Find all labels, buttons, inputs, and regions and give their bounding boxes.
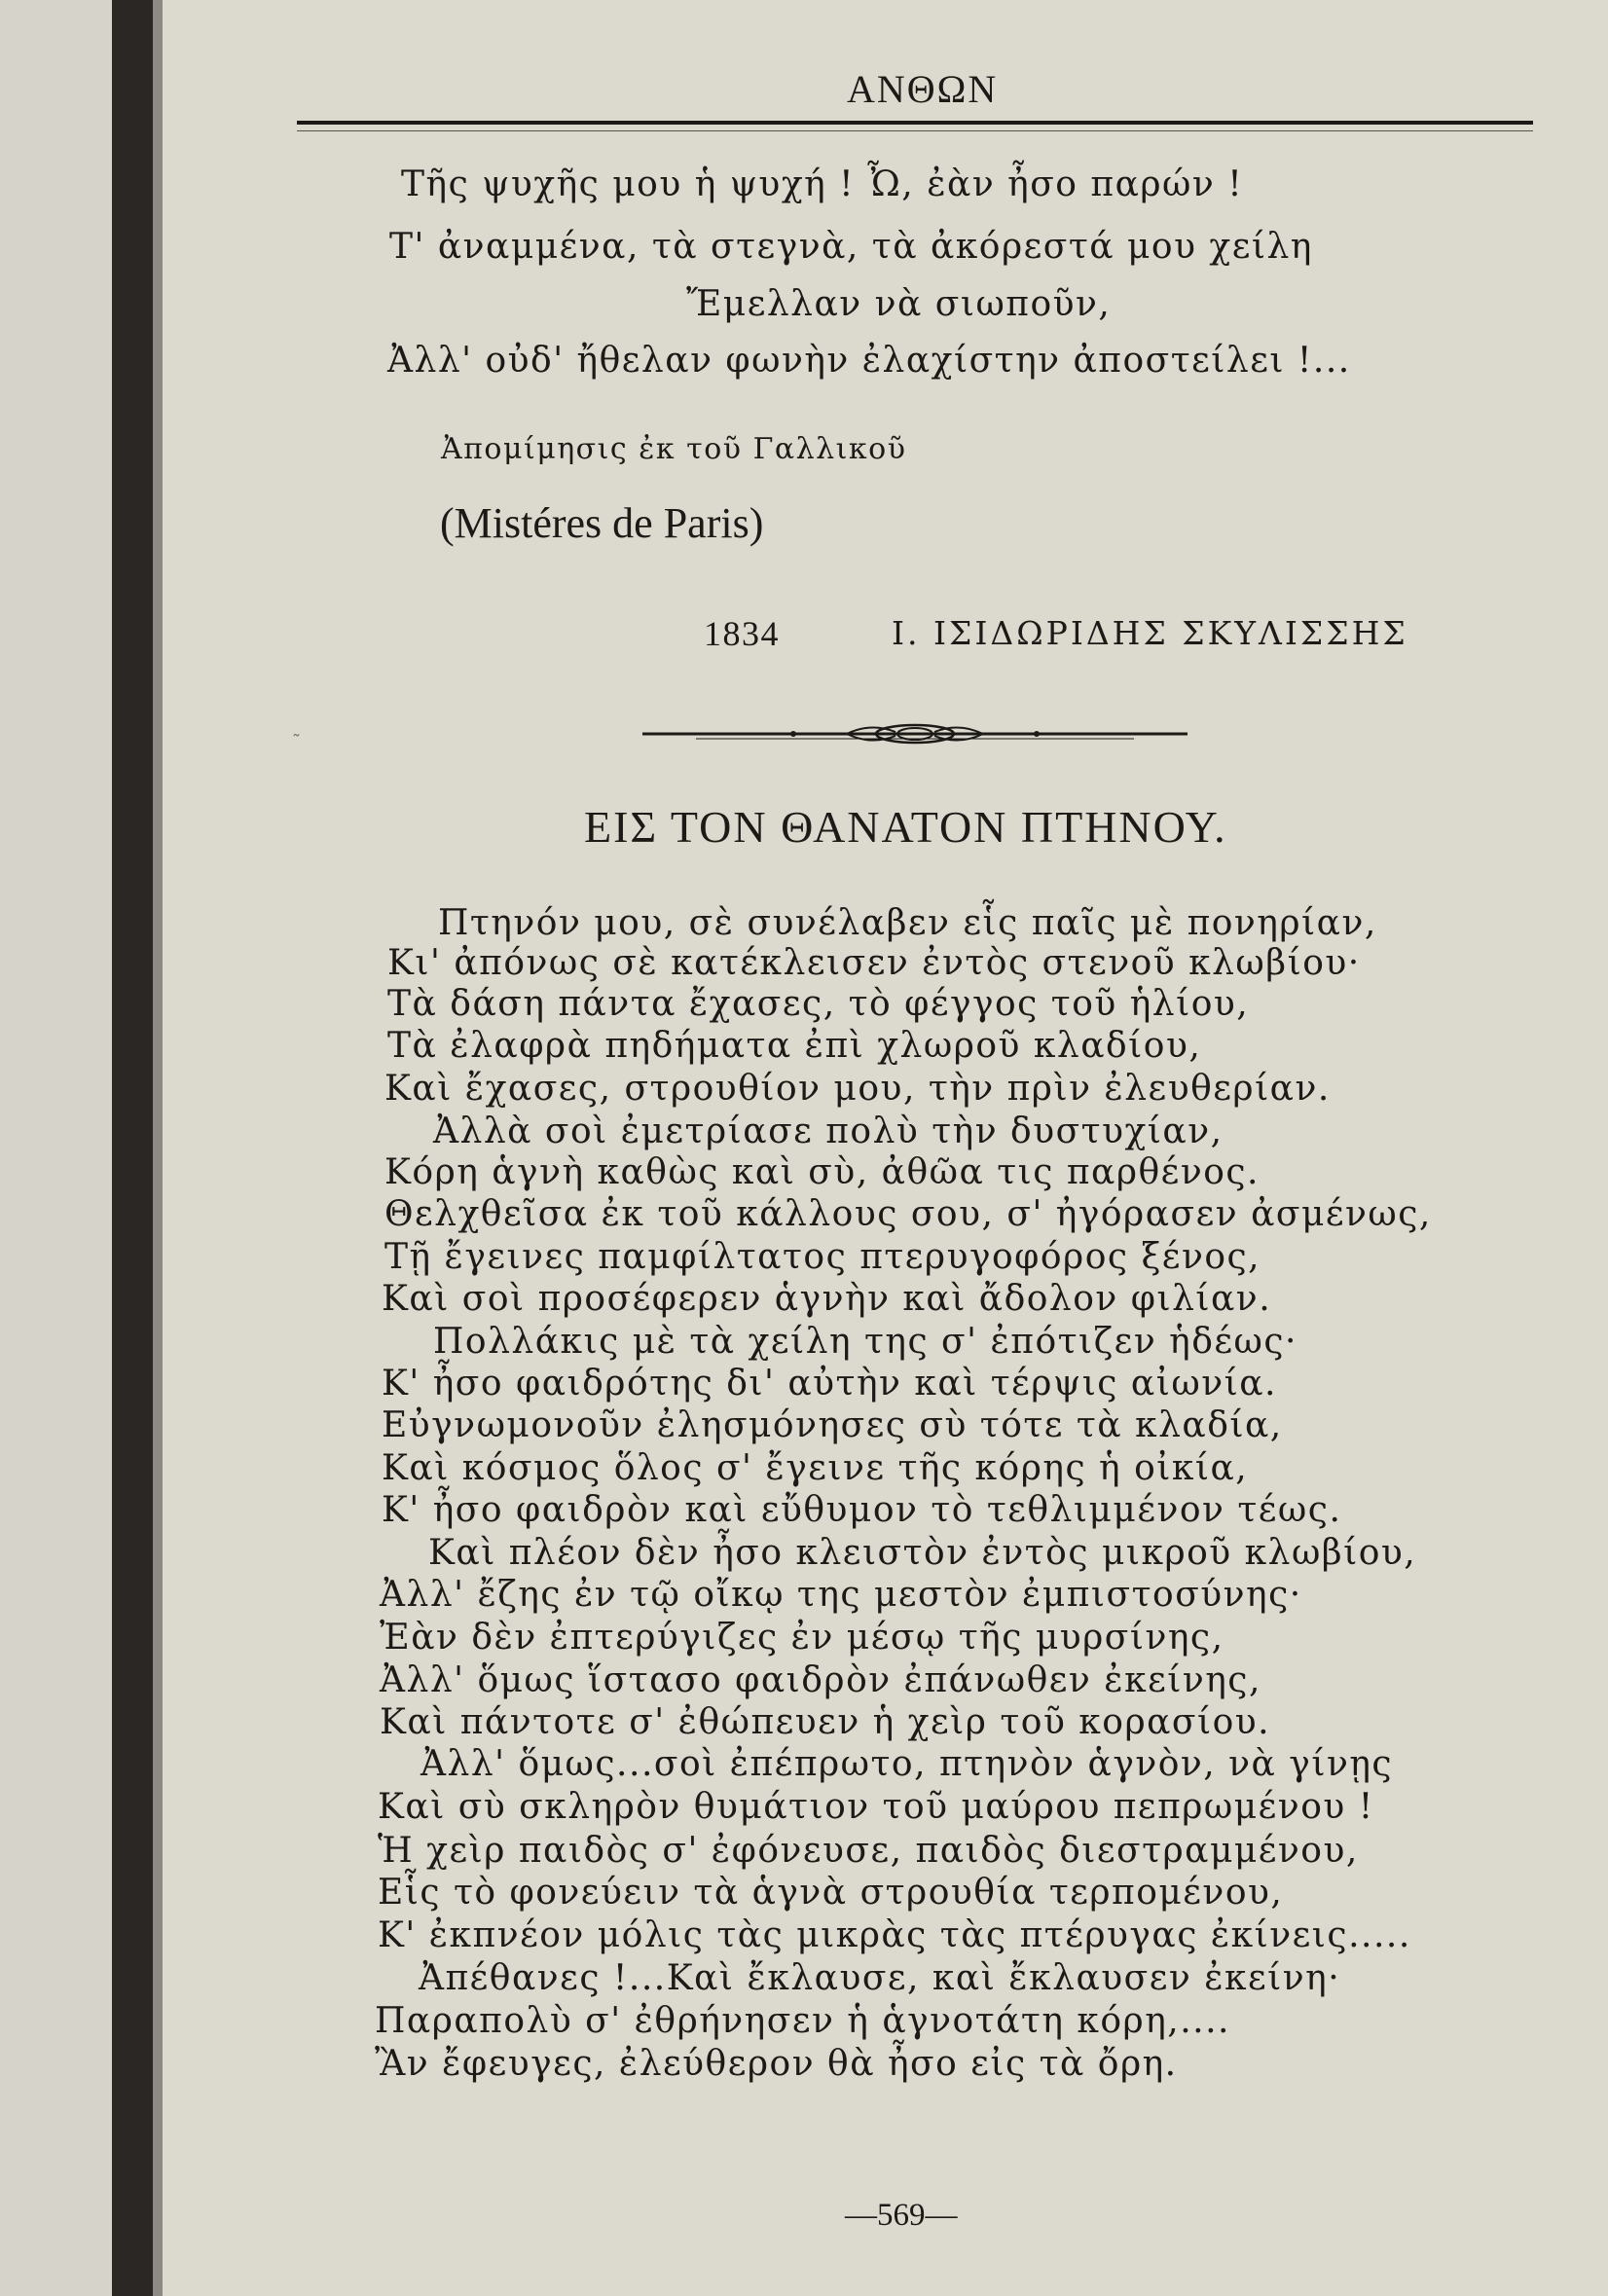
running-head: ΑΝΘΩΝ (847, 67, 999, 111)
poem-line: Κι' ἀπόνως σὲ κατέκλεισεν ἐντὸς στενοῦ κλωβίου· (387, 943, 1361, 983)
poem-year: 1834 (704, 614, 780, 653)
spine-edge (153, 0, 163, 2296)
header-rule (297, 121, 1533, 125)
poem-line: Ἀλλ' ὅμως ἵστασο φαιδρὸν ἐπάνωθεν ἐκείνης, (380, 1660, 1261, 1700)
poem-line: Καὶ σὺ σκληρὸν θυμάτιον τοῦ μαύρου πεπρωμένου ! (378, 1787, 1374, 1827)
poem-line: Καὶ πάντοτε σ' ἐθώπευεν ἡ χεὶρ τοῦ κορασίου. (380, 1702, 1271, 1742)
stanza-line: Τῆς ψυχῆς μου ἡ ψυχή ! Ὦ, ἐὰν ἦσο παρών ! (401, 164, 1244, 204)
poem-line: Ἡ χεὶρ παιδὸς σ' ἐφόνευσε, παιδὸς διεστραμμένου, (378, 1831, 1359, 1871)
poem-line: Ἐὰν δὲν ἐπτερύγιζες ἐν μέσῳ τῆς μυρσίνης, (380, 1618, 1224, 1658)
poem-line: Ἀλλὰ σοὶ ἐμετρίασε πολὺ τὴν δυστυχίαν, (433, 1112, 1224, 1151)
stanza-line: Ἔμελλαν νὰ σιωποῦν, (686, 284, 1112, 324)
poem-line: Ἀπέθανες !...Καὶ ἔκλαυσε, καὶ ἔκλαυσεν ἐκείνη· (419, 1958, 1341, 1998)
margin-mark: ˜ (292, 732, 301, 752)
source-note: Ἀπομίμησις ἐκ τοῦ Γαλλικοῦ (441, 432, 907, 466)
poem-line: Κ' ἦσο φαιδρὸν καὶ εὔθυμον τὸ τεθλιμμένον τέως. (382, 1490, 1342, 1530)
poem-line: Κ' ἐκπνέον μόλις τὰς μικρὰς τὰς πτέρυγας ἐκίνεις..... (378, 1915, 1411, 1955)
stanza-line: Ἀλλ' οὐδ' ἤθελαν φωνὴν ἐλαχίστην ἀποστείλει !... (387, 341, 1351, 381)
book-spine (112, 0, 153, 2296)
poem-line: Καὶ κόσμος ὅλος σ' ἔγεινε τῆς κόρης ἡ οἰκία, (382, 1448, 1249, 1488)
poem-line: Τῇ ἔγεινες παμφίλτατος πτερυγοφόρος ξένος, (384, 1237, 1261, 1277)
poem-line: Πτηνόν μου, σὲ συνέλαβεν εἷς παῖς μὲ πονηρίαν, (438, 903, 1377, 943)
poem-line: Εὐγνωμονοῦν ἐλησμόνησες σὺ τότε τὰ κλαδία, (382, 1405, 1283, 1445)
poem-line: Ἀλλ' ὅμως...σοὶ ἐπέπρωτο, πτηνὸν ἁγνὸν, νὰ γίνῃς (420, 1744, 1394, 1784)
poem-line: Κόρη ἁγνὴ καθὼς καὶ σὺ, ἀθῶα τις παρθένος. (384, 1152, 1260, 1192)
poem-line: Θελχθεῖσα ἐκ τοῦ κάλλους σου, σ' ἠγόρασεν ἀσμένως, (384, 1194, 1432, 1234)
author-signature: Ι. ΙΣΙΔΩΡΙΔΗΣ ΣΚΥΛΙΣΣΗΣ (892, 614, 1408, 652)
ornament-divider (638, 716, 1192, 751)
poem-line: Πολλάκις μὲ τὰ χείλη της σ' ἐπότιζεν ἡδέως· (433, 1322, 1297, 1362)
poem-line: Τὰ ἐλαφρὰ πηδήματα ἐπὶ χλωροῦ κλαδίου, (387, 1026, 1202, 1066)
poem-line: Τὰ δάση πάντα ἔχασες, τὸ φέγγος τοῦ ἡλίου, (387, 984, 1250, 1024)
stanza-line: Τ' ἀναμμένα, τὰ στεγνὰ, τὰ ἀκόρεστά μου χείλη (389, 227, 1313, 267)
poem-line: Καὶ πλέον δὲν ἦσο κλειστὸν ἐντὸς μικροῦ κλωβίου, (428, 1533, 1417, 1573)
source-title: (Mistéres de Paris) (440, 499, 764, 547)
poem-line: Παραπολὺ σ' ἐθρήνησεν ἡ ἁγνοτάτη κόρη,.... (375, 2001, 1230, 2041)
poem-line: Καὶ σοὶ προσέφερεν ἁγνὴν καὶ ἄδολον φιλίαν. (382, 1279, 1272, 1319)
poem-line: Ἀλλ' ἔζης ἐν τῷ οἴκῳ της μεστὸν ἐμπιστοσύνης· (380, 1575, 1302, 1615)
page-gutter (0, 0, 112, 2296)
poem-line: Εἷς τὸ φονεύειν τὰ ἁγνὰ στρουθία τερπομένου, (378, 1873, 1284, 1913)
header-rule-thin (297, 130, 1533, 131)
page-number: —569— (845, 2198, 958, 2233)
poem-line: Κ' ἦσο φαιδρότης δι' αὐτὴν καὶ τέρψις αἰωνία. (382, 1364, 1277, 1403)
poem-line: Καὶ ἔχασες, στρουθίον μου, τὴν πρὶν ἐλευθερίαν. (384, 1069, 1331, 1109)
poem-title: ΕΙΣ ΤΟΝ ΘΑΝΑΤΟΝ ΠΤΗΝΟΥ. (584, 802, 1227, 852)
poem-line: Ἂν ἔφευγες, ἐλεύθερον θὰ ἦσο εἰς τὰ ὄρη. (375, 2044, 1178, 2084)
